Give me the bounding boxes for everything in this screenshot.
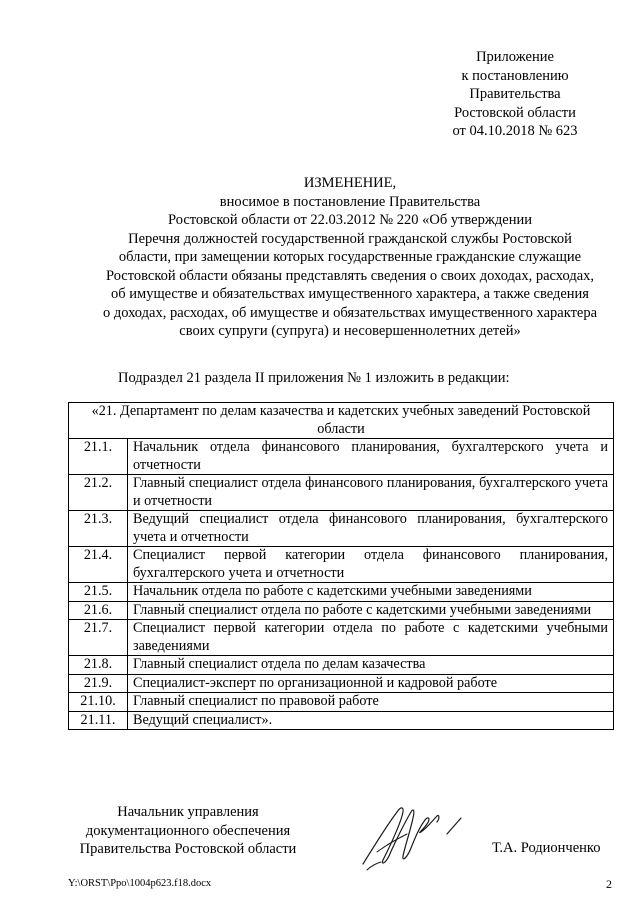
row-number: 21.6. xyxy=(69,601,128,620)
signatory-position-line: Начальник управления xyxy=(117,804,259,820)
heading-line: Перечня должностей государственной гражданской службы Ростовской xyxy=(128,230,572,247)
signatory-name: Т.А. Родионченко xyxy=(492,840,601,856)
row-number: 21.7. xyxy=(69,620,128,656)
document-title: ИЗМЕНЕНИЕ, xyxy=(303,175,397,191)
row-number: 21.10. xyxy=(69,693,128,712)
row-number: 21.9. xyxy=(69,674,128,693)
position-name: Ведущий специалист отдела финансового планирования, бухгалтерского учета и отчетности xyxy=(128,511,614,547)
position-name: Ведущий специалист». xyxy=(128,711,614,730)
table-row xyxy=(69,547,614,583)
intro-paragraph: Подраздел 21 раздела II приложения № 1 изложить в редакции: xyxy=(118,370,510,386)
table-row xyxy=(69,674,614,693)
table-row xyxy=(69,511,614,547)
position-name: Главный специалист отдела по работе с кадетскими учебными заведениями xyxy=(128,601,614,620)
appendix-line: Ростовской области xyxy=(454,104,576,121)
table-row xyxy=(69,620,614,656)
heading-line: области, при замещении которых государственные гражданские служащие xyxy=(118,249,582,265)
heading-line: Ростовской области от 22.03.2012 № 220 «Об утверждении xyxy=(168,212,532,228)
position-name: Специалист первой категории отдела по работе с кадетскими учебными заведениями xyxy=(128,620,614,656)
position-name: Главный специалист по правовой работе xyxy=(128,693,614,712)
document-heading xyxy=(60,174,640,341)
footer-file-path: Y:\ORST\Ppo\1004p623.f18.docx xyxy=(68,878,212,889)
table-row xyxy=(69,583,614,602)
table-row xyxy=(69,693,614,712)
position-name: Главный специалист отдела финансового планирования, бухгалтерского учета и отчетности xyxy=(128,475,614,511)
appendix-line: Правительства xyxy=(469,86,561,102)
positions-table xyxy=(68,402,614,730)
table-row xyxy=(69,439,614,475)
row-number: 21.4. xyxy=(69,547,128,583)
row-number: 21.2. xyxy=(69,475,128,511)
heading-line: об имуществе и обязательствах имущественного характера, а также сведения xyxy=(111,286,589,302)
position-name: Начальник отдела финансового планирования, бухгалтерского учета и отчетности xyxy=(128,439,614,475)
position-name: Начальник отдела по работе с кадетскими учебными заведениями xyxy=(128,583,614,602)
table-row xyxy=(69,601,614,620)
heading-line: Ростовской области обязаны представлять сведения о своих доходах, расходах, xyxy=(105,267,595,284)
heading-line: вносимое в постановление Правительства xyxy=(219,193,481,210)
table-header-cell: «21. Департамент по делам казачества и кадетских учебных заведений Ростовской области xyxy=(69,403,614,439)
appendix-line: к постановлению xyxy=(461,67,569,84)
handwritten-signature xyxy=(355,790,475,875)
heading-line: своих супруги (супруга) и несовершеннолетних детей» xyxy=(179,323,521,339)
row-number: 21.3. xyxy=(69,511,128,547)
table-row xyxy=(69,475,614,511)
table-row xyxy=(69,656,614,675)
row-number: 21.8. xyxy=(69,656,128,675)
signatory-position xyxy=(58,803,318,859)
position-name: Главный специалист отдела по делам казачества xyxy=(128,656,614,675)
position-name: Специалист первой категории отдела финансового планирования, бухгалтерского учета и отчетности xyxy=(128,547,614,583)
row-number: 21.11. xyxy=(69,711,128,730)
row-number: 21.5. xyxy=(69,583,128,602)
appendix-block xyxy=(430,48,600,141)
table-header-row xyxy=(69,403,614,439)
signatory-position-line: документационного обеспечения xyxy=(85,822,291,839)
signatory-position-line: Правительства Ростовской области xyxy=(79,841,297,857)
appendix-line: от 04.10.2018 № 623 xyxy=(452,123,578,139)
appendix-line: Приложение xyxy=(476,49,554,65)
table-row xyxy=(69,711,614,730)
position-name: Специалист-эксперт по организационной и кадровой работе xyxy=(128,674,614,693)
heading-line: о доходах, расходах, об имуществе и обязательствах имущественного характера xyxy=(102,304,598,321)
row-number: 21.1. xyxy=(69,439,128,475)
page-number: 2 xyxy=(606,877,612,891)
